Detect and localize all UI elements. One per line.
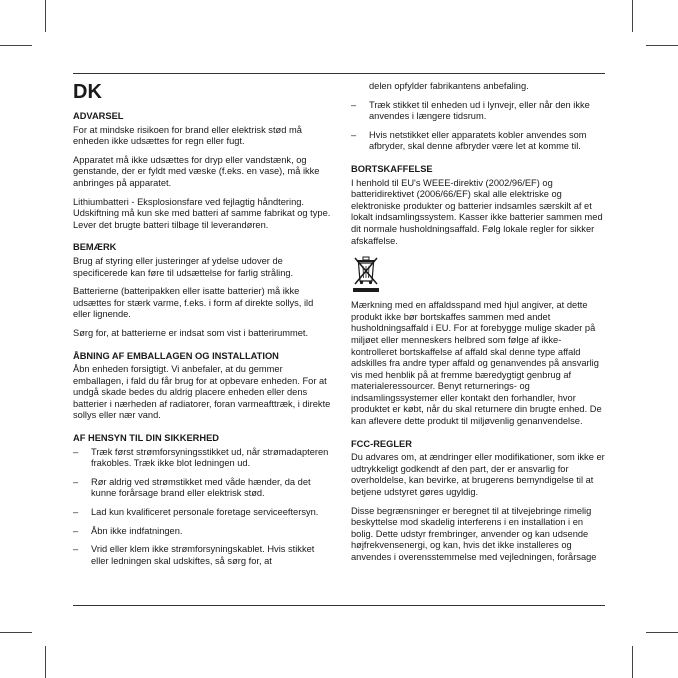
crossed-out-wheelie-bin-icon [351, 254, 381, 294]
paragraph: Batterierne (batteripakken eller isatte batterier) må ikke udsættes for stærk varme, f.eks. i form af direkte sollys, ild eller lignende. [73, 286, 314, 320]
top-rule [73, 73, 605, 74]
safety-list-continued [351, 100, 607, 153]
fcc-section [351, 439, 607, 564]
crop-mark [0, 45, 32, 46]
note-section [73, 242, 331, 339]
list-item: – Hvis netstikket eller apparatets kobler anvendes som afbryder, skal denne afbryder være let at komme til. [351, 130, 607, 153]
warning-section [73, 111, 331, 231]
list-item: – Træk først strømforsyningsstikket ud, når strømadapteren frakobles. Træk ikke blot ledningen ud. [73, 447, 331, 470]
paragraph: Brug af styring eller justeringer af ydelse udover de specificerede kan føre til udsættelse for farlig stråling. [73, 255, 294, 278]
crop-mark [45, 646, 46, 678]
paragraph: Apparatet må ikke udsættes for dryp eller vandstænk, og genstande, der er fyldt med væske (f.eks. en vase), må ikke anbringes på apparatet. [73, 154, 320, 188]
list-item: – Træk stikket til enheden ud i lynvejr, eller når den ikke anvendes i længere tidsrum. [351, 100, 607, 123]
list-item: – Lad kun kvalificeret personale foretage serviceeftersyn. [73, 507, 331, 519]
section-heading: BEMÆRK [73, 242, 117, 253]
list-item: – Rør aldrig ved strømstikket med våde hænder, da det kunne forårsage brand eller elektrisk stød. [73, 477, 331, 500]
section-heading: BORTSKAFFELSE [351, 163, 433, 174]
list-item: – Vrid eller klem ikke strømforsyningskablet. Hvis stikket eller ledningen skal udskiftes, så sørg for, at [73, 544, 331, 567]
disposal-section [351, 164, 607, 428]
crop-mark [0, 632, 32, 633]
crop-mark [45, 0, 46, 32]
paragraph: Disse begrænsninger er beregnet til at tilvejebringe rimelig beskyttelse mod skadelig interferens i en installation i en bolig. Dette udstyr frembringer, anvender og kan udsende højfrekvensenergi, og kan, hvis det ikke installeres og anvendes i overensstemmelse med vejledningen, forårsage [351, 505, 597, 562]
crop-mark [632, 646, 633, 678]
safety-list [73, 447, 331, 568]
section-heading: ADVARSEL [73, 111, 124, 121]
paragraph: Mærkning med en affaldsspand med hjul angiver, at dette produkt ikke bør bortskaffes sammen med andet husholdningsaffald i EU. For at forebygge mulige skader på miljøet eller menneskers helbred som følge af ikke-kontrolleret bortskaffelse af affald skal denne type affald adskilles fra andre typer affald og genanvendes på ansvarlig vis med henblik på at fremme bæredygtigt genbrug af materialeressourcer. Benyt returnerings- og indsamlingssystemer eller kontakt den forhandler, hvor produktet er købt, når du skal returnere din brugte enhed. De kan aflevere dette produkt til miljøvenlig genanvendelse. [351, 300, 602, 427]
right-column [351, 81, 607, 575]
paragraph: Sørg for, at batterierne er indsat som vist i batterirummet. [73, 327, 309, 338]
list-item: – Åbn ikke indfatningen. [73, 526, 331, 538]
paragraph: Du advares om, at ændringer eller modifikationer, som ikke er udtrykkeligt godkendt af den part, der er ansvarlig for overholdelse, kan bevirke, at brugerens bemyndigelse til at betjene udstyret gøres ugyldig. [351, 452, 605, 498]
crop-mark [646, 632, 678, 633]
language-heading: DK [73, 81, 102, 103]
paragraph: I henhold til EU's WEEE-direktiv (2002/96/EF) og batteridirektivet (2006/66/EF) skal alle elektriske og elektroniske produkter og batterier indsamles særskilt af et lokalt indsamlingssystem. Kasser ikke batterier sammen med dit normale husholdningsaffald. Følg lokale regler for sikker afskaffelse. [351, 177, 603, 246]
unpacking-section [73, 351, 331, 423]
section-heading: FCC-REGLER [351, 438, 412, 449]
safety-section [73, 433, 331, 567]
section-heading: AF HENSYN TIL DIN SIKKERHED [73, 433, 220, 444]
section-heading: ÅBNING AF EMBALLAGEN OG INSTALLATION [73, 350, 279, 361]
crop-mark [632, 0, 633, 32]
list-item-continuation: delen opfylder fabrikantens anbefaling. [369, 81, 529, 91]
left-column [73, 111, 331, 578]
paragraph: Lithiumbatteri - Eksplosionsfare ved fejlagtig håndtering. Udskiftning må kun ske med batteri af samme fabrikat og type. Lever det brugte batteri tilbage til leverandøren. [73, 196, 331, 230]
paragraph: For at mindske risikoen for brand eller elektrisk stød må enheden ikke udsættes for regn eller fugt. [73, 124, 302, 147]
crop-mark [646, 45, 678, 46]
bottom-rule [73, 605, 605, 606]
paragraph: Åbn enheden forsigtigt. Vi anbefaler, at du gemmer emballagen, i fald du får brug for at opbevare enheden. For at undgå skade bedes du aldrig placere enheden eller dens batterier i nærheden af radiatorer, foran varmeafttræk, i direkte sollys eller nær vand. [73, 364, 331, 421]
